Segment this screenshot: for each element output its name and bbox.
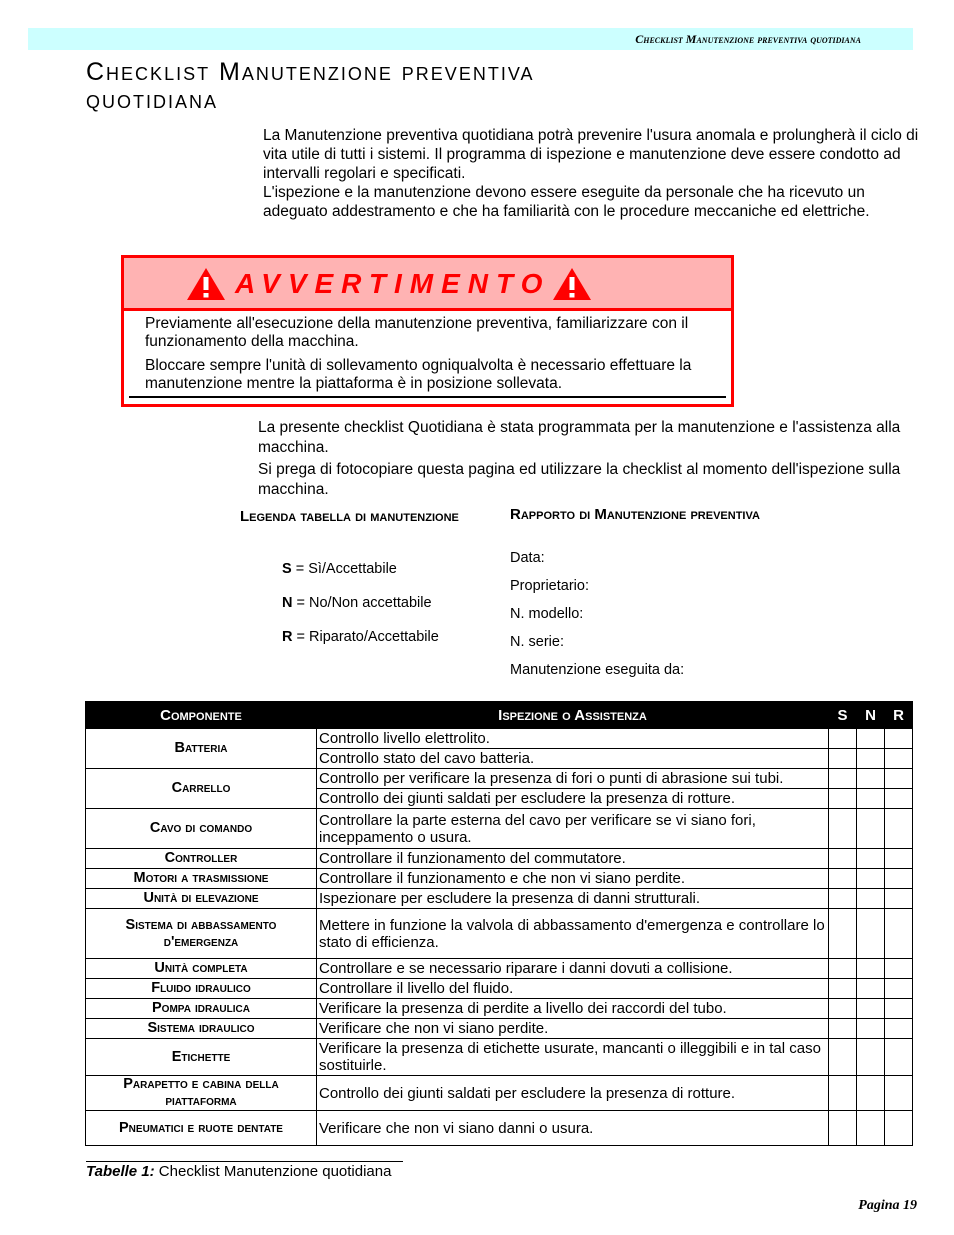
- check-cell-r[interactable]: [885, 999, 913, 1019]
- page-number: Pagina 19: [858, 1198, 917, 1213]
- check-cell-s[interactable]: [829, 749, 857, 769]
- check-cell-s[interactable]: [829, 999, 857, 1019]
- warning-box: [121, 255, 734, 407]
- inspection-cell: Verificare che non vi siano danni o usura.: [317, 1111, 829, 1146]
- component-cell: Batteria: [86, 729, 317, 769]
- inspection-cell: Mettere in funzione la valvola di abbassamento d'emergenza e controllare lo stato di efficienza.: [317, 909, 829, 959]
- report-title: Rapporto di Manutenzione preventiva: [510, 506, 760, 523]
- check-cell-n[interactable]: [857, 909, 885, 959]
- table-row: [86, 869, 913, 889]
- check-cell-r[interactable]: [885, 889, 913, 909]
- inspection-cell: Controllare il livello del fluido.: [317, 979, 829, 999]
- table-row: [86, 909, 913, 959]
- warning-title: AVVERTIMENTO: [235, 268, 551, 299]
- inspection-cell: Controllare il funzionamento e che non vi siano perdite.: [317, 869, 829, 889]
- component-cell: Controller: [86, 849, 317, 869]
- check-cell-n[interactable]: [857, 849, 885, 869]
- legend-item: R = Riparato/Accettabile: [282, 629, 439, 645]
- check-cell-s[interactable]: [829, 849, 857, 869]
- table-row: [86, 729, 913, 749]
- caption-rule: [86, 1161, 403, 1162]
- caption-text: Checklist Manutenzione quotidiana: [154, 1163, 392, 1180]
- check-cell-n[interactable]: [857, 789, 885, 809]
- check-cell-s[interactable]: [829, 1019, 857, 1039]
- check-cell-s[interactable]: [829, 869, 857, 889]
- component-cell: Pompa idraulica: [86, 999, 317, 1019]
- component-cell: Carrello: [86, 769, 317, 809]
- check-cell-n[interactable]: [857, 729, 885, 749]
- check-cell-s[interactable]: [829, 959, 857, 979]
- check-cell-s[interactable]: [829, 769, 857, 789]
- report-field-model: N. modello:: [510, 606, 584, 622]
- component-cell: Unità completa: [86, 959, 317, 979]
- table-row: [86, 1019, 913, 1039]
- table-row: [86, 1111, 913, 1146]
- check-cell-r[interactable]: [885, 869, 913, 889]
- inspection-cell: Controllo per verificare la presenza di fori o punti di abrasione sui tubi.: [317, 769, 829, 789]
- check-cell-n[interactable]: [857, 769, 885, 789]
- inspection-cell: Controllo livello elettrolito.: [317, 729, 829, 749]
- table-row: [86, 999, 913, 1019]
- warning-body: [124, 311, 731, 393]
- page-title-line1: Checklist Manutenzione preventiva: [86, 58, 535, 86]
- check-cell-r[interactable]: [885, 729, 913, 749]
- component-cell: Motori a trasmissione: [86, 869, 317, 889]
- check-cell-n[interactable]: [857, 749, 885, 769]
- check-cell-n[interactable]: [857, 889, 885, 909]
- checklist-intro-paragraph: Si prega di fotocopiare questa pagina ed utilizzare la checklist al momento dell'ispezione sulla macchina.: [258, 461, 901, 498]
- check-cell-r[interactable]: [885, 1076, 913, 1111]
- table-row: [86, 889, 913, 909]
- table-header-row: [86, 702, 913, 729]
- component-cell: Etichette: [86, 1039, 317, 1076]
- inspection-cell: Verificare che non vi siano perdite.: [317, 1019, 829, 1039]
- checklist-intro-paragraph: La presente checklist Quotidiana è stata programmata per la manutenzione e l'assistenza alla macchina.: [258, 419, 901, 456]
- inspection-cell: Verificare la presenza di etichette usurate, mancanti o illeggibili e in tal caso sostituirle.: [317, 1039, 829, 1076]
- intro-paragraph: La Manutenzione preventiva quotidiana potrà prevenire l'usura anomala e prolungherà il ciclo di vita utile di tutti i sistemi. Il programma di ispezione e manutenzione deve essere condotto ad intervalli regolari e specificati.: [263, 127, 919, 182]
- check-cell-n[interactable]: [857, 959, 885, 979]
- report-field-performed-by: Manutenzione eseguita da:: [510, 662, 685, 678]
- component-cell: Cavo di comando: [86, 809, 317, 849]
- check-cell-n[interactable]: [857, 1111, 885, 1146]
- check-cell-n[interactable]: [857, 809, 885, 849]
- table-row: [86, 959, 913, 979]
- check-cell-s[interactable]: [829, 809, 857, 849]
- intro-paragraph: L'ispezione e la manutenzione devono essere eseguite da personale che ha ricevuto un adeguato addestramento e che ha familiarità con le procedure meccaniche ed elettriche.: [263, 184, 870, 220]
- caption-label: Tabelle 1:: [86, 1163, 155, 1180]
- inspection-cell: Controllare e se necessario riparare i danni dovuti a collisione.: [317, 959, 829, 979]
- check-cell-s[interactable]: [829, 979, 857, 999]
- inspection-cell: Controllare la parte esterna del cavo per verificare se vi siano fori, inceppamento o usura.: [317, 809, 829, 849]
- header-inspection: Ispezione o Assistenza: [317, 702, 829, 729]
- table-caption: [86, 1163, 391, 1180]
- check-cell-n[interactable]: [857, 1019, 885, 1039]
- header-n: N: [857, 702, 885, 729]
- check-cell-n[interactable]: [857, 869, 885, 889]
- check-cell-n[interactable]: [857, 1076, 885, 1111]
- table-row: [86, 1039, 913, 1076]
- table-row: [86, 1076, 913, 1111]
- warning-header: [124, 258, 731, 311]
- inspection-cell: Controllare il funzionamento del commutatore.: [317, 849, 829, 869]
- warning-divider: [129, 396, 726, 398]
- check-cell-r[interactable]: [885, 809, 913, 849]
- inspection-cell: Controllo dei giunti saldati per escludere la presenza di rotture.: [317, 789, 829, 809]
- component-cell: Sistema di abbassamento d'emergenza: [86, 909, 317, 959]
- check-cell-r[interactable]: [885, 849, 913, 869]
- check-cell-r[interactable]: [885, 1111, 913, 1146]
- report-field-serial: N. serie:: [510, 634, 564, 650]
- component-cell: Sistema idraulico: [86, 1019, 317, 1039]
- check-cell-r[interactable]: [885, 979, 913, 999]
- warning-paragraph: Previamente all'esecuzione della manutenzione preventiva, familiarizzare con il funzionamento della macchina.: [145, 315, 689, 350]
- table-row: [86, 809, 913, 849]
- header-r: R: [885, 702, 913, 729]
- check-cell-s[interactable]: [829, 909, 857, 959]
- check-cell-r[interactable]: [885, 789, 913, 809]
- check-cell-s[interactable]: [829, 789, 857, 809]
- table-row: [86, 769, 913, 789]
- checklist-intro: [258, 418, 918, 502]
- legend-item: N = No/Non accettabile: [282, 595, 432, 611]
- inspection-cell: Ispezionare per escludere la presenza di danni strutturali.: [317, 889, 829, 909]
- legend-title: Legenda tabella di manutenzione: [240, 508, 459, 525]
- component-cell: Parapetto e cabina della piattaforma: [86, 1076, 317, 1111]
- component-cell: Fluido idraulico: [86, 979, 317, 999]
- check-cell-s[interactable]: [829, 889, 857, 909]
- warning-paragraph: Bloccare sempre l'unità di sollevamento ogniqualvolta è necessario effettuare la manutenzione mentre la piattaforma è in posizione sollevata.: [145, 357, 692, 392]
- report-field-owner: Proprietario:: [510, 578, 589, 594]
- check-cell-s[interactable]: [829, 1076, 857, 1111]
- table-body: [86, 729, 913, 1146]
- check-cell-r[interactable]: [885, 1039, 913, 1076]
- legend-item: S = Sì/Accettabile: [282, 561, 397, 577]
- running-header: [28, 28, 913, 50]
- check-cell-r[interactable]: [885, 1019, 913, 1039]
- page-title: [86, 58, 535, 114]
- check-cell-n[interactable]: [857, 1039, 885, 1076]
- warning-triangle-icon: [186, 267, 226, 301]
- running-header-title: Checklist Manutenzione preventiva quotidiana: [635, 32, 861, 46]
- page-title-line2: quotidiana: [86, 86, 219, 114]
- check-cell-r[interactable]: [885, 959, 913, 979]
- check-cell-s[interactable]: [829, 1111, 857, 1146]
- check-cell-r[interactable]: [885, 769, 913, 789]
- header-s: S: [829, 702, 857, 729]
- maintenance-table: [85, 701, 913, 1146]
- check-cell-s[interactable]: [829, 729, 857, 749]
- component-cell: Unità di elevazione: [86, 889, 317, 909]
- inspection-cell: Verificare la presenza di perdite a livello dei raccordi del tubo.: [317, 999, 829, 1019]
- component-cell: Pneumatici e ruote dentate: [86, 1111, 317, 1146]
- warning-triangle-icon: [552, 267, 592, 301]
- intro-text: [263, 126, 923, 221]
- inspection-cell: Controllo stato del cavo batteria.: [317, 749, 829, 769]
- inspection-cell: Controllo dei giunti saldati per escludere la presenza di rotture.: [317, 1076, 829, 1111]
- check-cell-r[interactable]: [885, 749, 913, 769]
- table-row: [86, 849, 913, 869]
- table-row: [86, 979, 913, 999]
- check-cell-s[interactable]: [829, 1039, 857, 1076]
- check-cell-n[interactable]: [857, 979, 885, 999]
- check-cell-n[interactable]: [857, 999, 885, 1019]
- check-cell-r[interactable]: [885, 909, 913, 959]
- report-field-date: Data:: [510, 550, 545, 566]
- header-component: Componente: [86, 702, 317, 729]
